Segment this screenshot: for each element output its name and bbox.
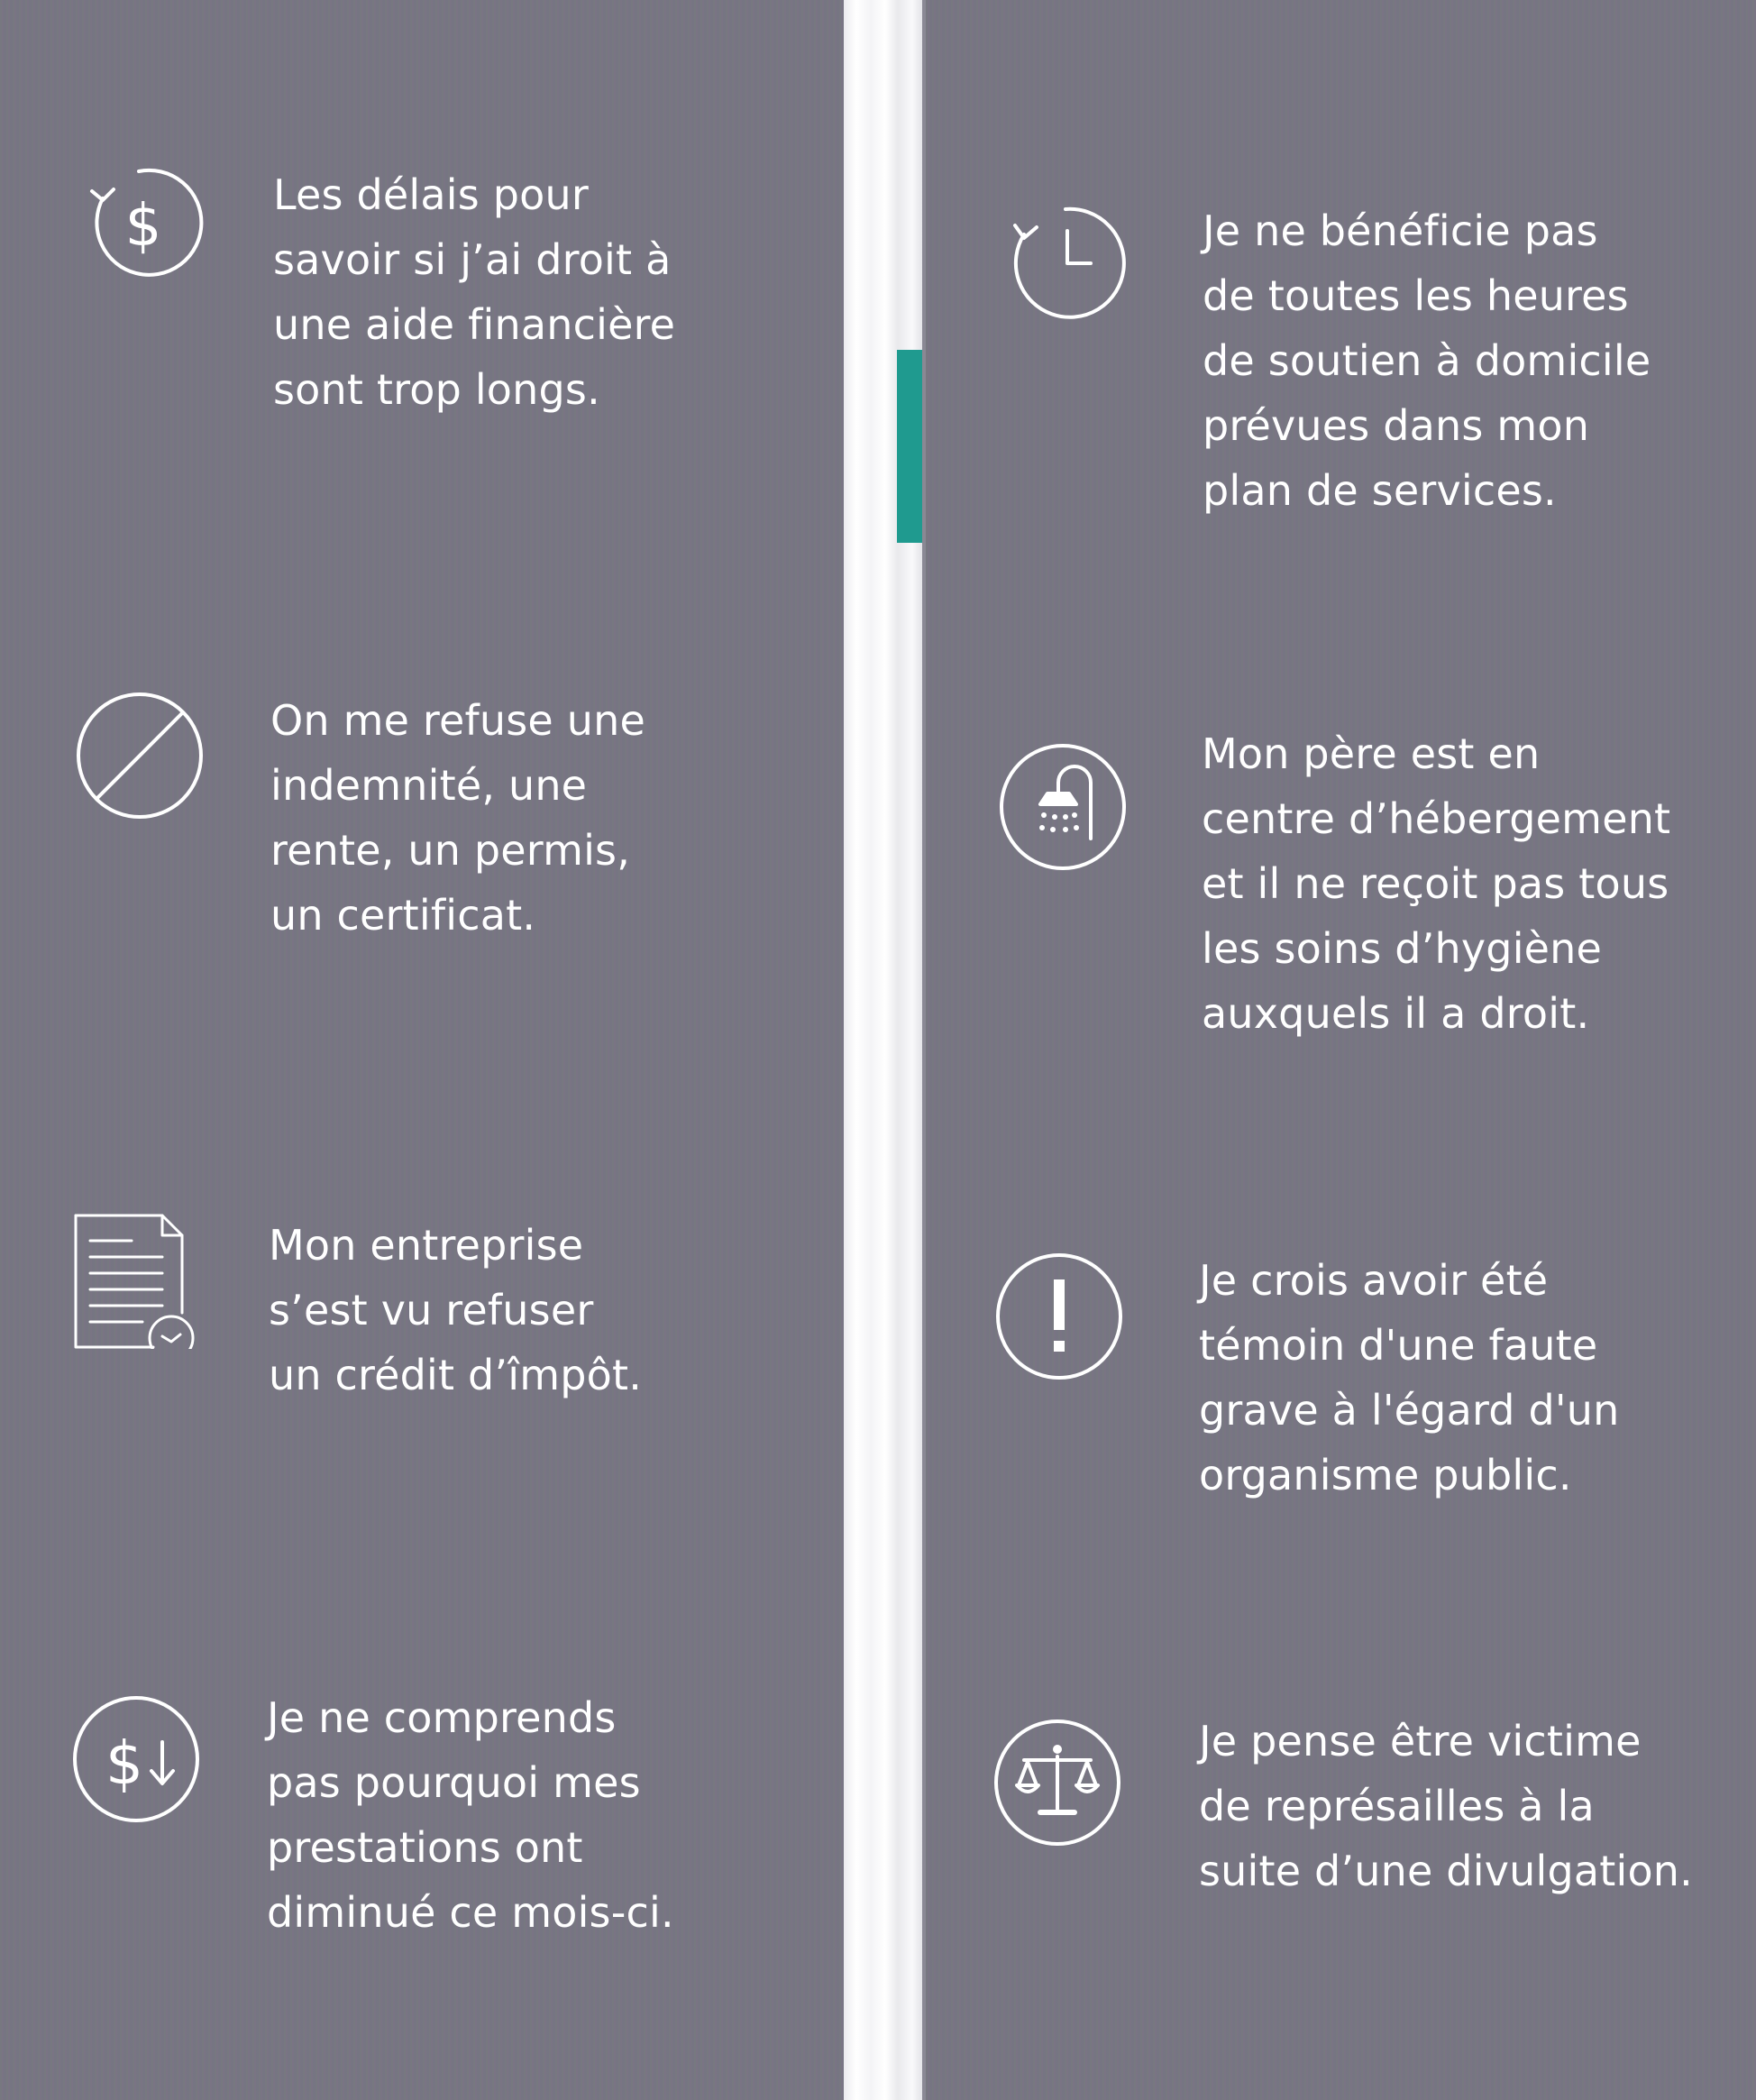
left-item-1-text: Les délais pour savoir si j’ai droit à une aide financière sont trop longs.	[273, 170, 676, 414]
left-item-4-text: Je ne comprends pas pourquoi mes prestations ont diminué ce mois-ci.	[267, 1693, 674, 1937]
exclamation-icon	[992, 1249, 1127, 1384]
scales-icon	[990, 1715, 1125, 1850]
page-fold	[844, 0, 926, 2100]
left-item-3-text: Mon entreprise s’est vu refuser un crédit d’împôt.	[269, 1221, 643, 1399]
right-item-2-text: Mon père est en centre d’hébergement et il ne reçoit pas tous les soins d’hygiène auxquels il a droit.	[1202, 729, 1671, 1038]
dollar-refresh-icon	[76, 155, 211, 290]
left-item-2-text: On me refuse une indemnité, une rente, un permis, un certificat.	[270, 696, 645, 940]
shower-icon	[995, 739, 1130, 875]
clock-icon	[1002, 195, 1138, 330]
right-item-4-text: Je pense être victime de représailles à la suite d’une divulgation.	[1199, 1717, 1693, 1895]
document-clock-icon	[72, 1214, 207, 1349]
svg-text:$: $	[105, 1729, 143, 1798]
fold-accent-strip	[897, 350, 922, 543]
svg-text:$: $	[124, 193, 162, 260]
right-item-1-text: Je ne bénéficie pas de toutes les heures de soutien à domicile prévues dans mon plan de services.	[1203, 206, 1651, 515]
right-item-3-text: Je crois avoir été témoin d'une faute grave à l'égard d'un organisme public.	[1199, 1256, 1620, 1499]
dollar-decrease-icon	[69, 1692, 204, 1827]
prohibited-icon	[72, 688, 207, 823]
